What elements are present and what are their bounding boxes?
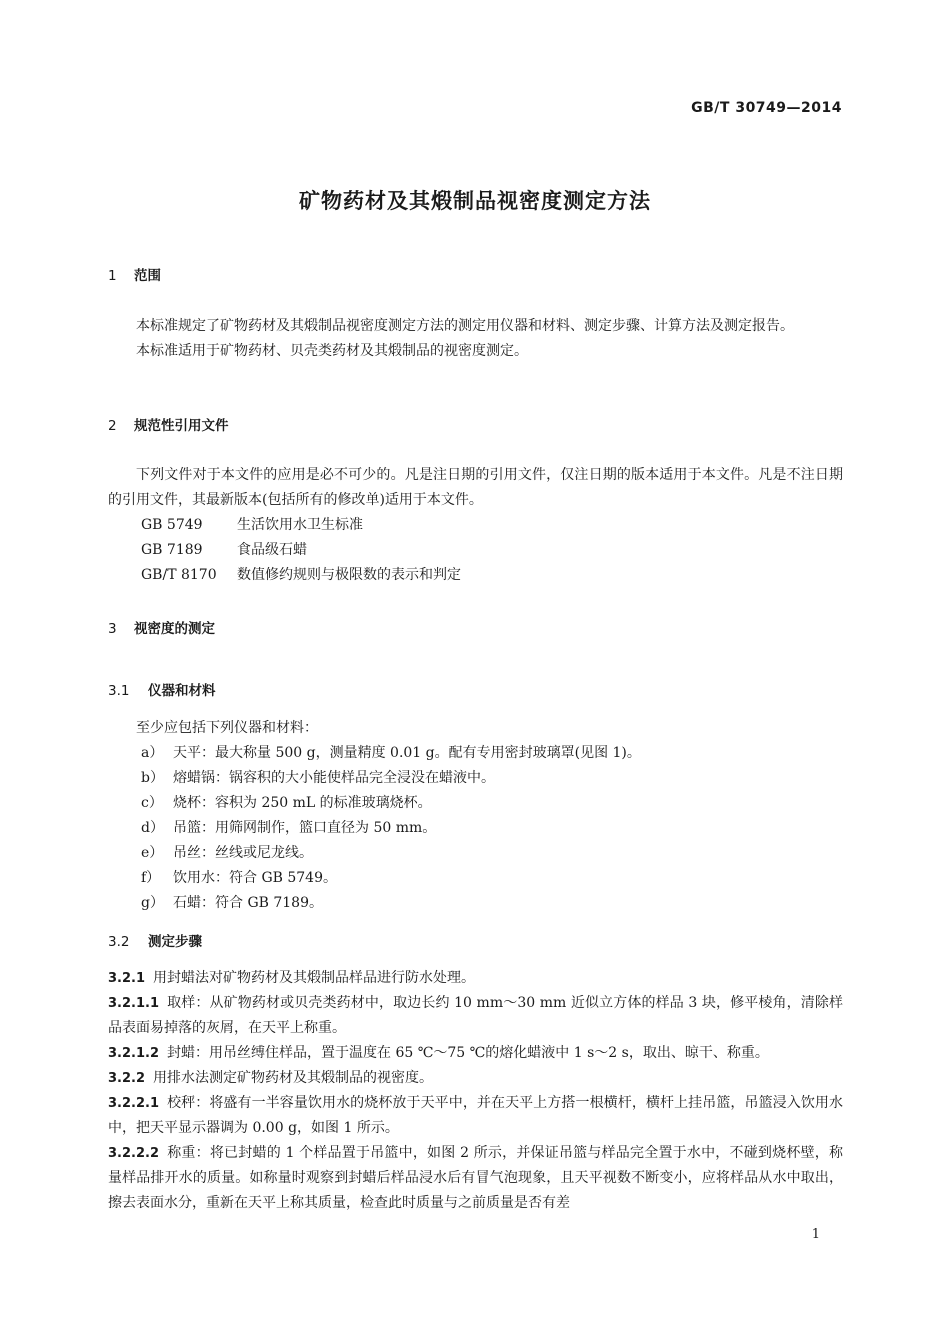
paragraph: 本标准适用于矿物药材、贝壳类药材及其煅制品的视密度测定。: [136, 343, 528, 359]
section-title: 仪器和材料: [148, 683, 216, 699]
clause-number: 3.2.2.1: [108, 1096, 159, 1111]
clause: [108, 966, 843, 991]
paragraph: 本标准规定了矿物药材及其煅制品视密度测定方法的测定用仪器和材料、测定步骤、计算方法及测定报告。: [136, 318, 794, 334]
list-item: [108, 841, 843, 866]
clause-number: 3.2.1: [108, 971, 146, 986]
list-label: c）: [141, 795, 163, 811]
list-item: [108, 791, 843, 816]
paragraph: 至少应包括下列仪器和材料：: [136, 720, 318, 736]
list-label: d）: [141, 820, 164, 836]
section-3-2-heading: [108, 930, 843, 955]
list-text: 天平：最大称量 500 g，测量精度 0.01 g。配有专用密封玻璃罩(见图 1)。: [173, 745, 641, 761]
list-label: e）: [141, 845, 164, 861]
standard-number: GB/T 30749—2014: [691, 100, 842, 116]
list-label: a）: [141, 745, 164, 761]
section-1-body: [108, 314, 843, 364]
clause: [108, 991, 843, 1041]
paragraph: 下列文件对于本文件的应用是必不可少的。凡是注日期的引用文件，仅注日期的版本适用于本文件。凡是不注日期的引用文件，其最新版本(包括所有的修改单)适用于本文件。: [108, 467, 843, 508]
clause-text: 取样：从矿物药材或贝壳类药材中，取边长约 10 mm～30 mm 近似立方体的样品 3 块，修平棱角，清除样品表面易掉落的灰屑，在天平上称重。: [108, 995, 843, 1036]
clause: [108, 1041, 843, 1066]
reference-title: 生活饮用水卫生标准: [237, 517, 363, 533]
clause-number: 3.2.1.2: [108, 1046, 159, 1061]
list-text: 烧杯：容积为 250 mL 的标准玻璃烧杯。: [173, 795, 432, 811]
section-number: 3.2: [108, 934, 130, 950]
clause-text: 封蜡：用吊丝缚住样品，置于温度在 65 ℃～75 ℃的熔化蜡液中 1 s～2 s，取出、晾干、称重。: [167, 1045, 769, 1061]
section-title: 规范性引用文件: [134, 418, 229, 434]
list-label: b）: [141, 770, 164, 786]
section-number: 1: [108, 268, 117, 284]
section-3-1-body: [108, 716, 843, 916]
reference-code: GB/T 8170: [141, 567, 217, 583]
list-item: [108, 766, 843, 791]
reference-item: [108, 538, 843, 563]
clause-text: 校秤：将盛有一半容量饮用水的烧杯放于天平中，并在天平上方搭一根横杆，横杆上挂吊篮，吊篮浸入饮用水中，把天平显示器调为 0.00 g，如图 1 所示。: [108, 1095, 843, 1136]
list-item: [108, 891, 843, 916]
clause-text: 称重：将已封蜡的 1 个样品置于吊篮中，如图 2 所示，并保证吊篮与样品完全置于水中，不碰到烧杯壁，称量样品排开水的质量。如称量时观察到封蜡后样品浸水后有冒气泡现象，且天平视数不断变小，应将样品从水中取出，擦去表面水分，重新在天平上称其质量，检查此时质量与之前质量是否有差: [108, 1145, 843, 1211]
section-number: 3.1: [108, 683, 130, 699]
clause-number: 3.2.2.2: [108, 1146, 159, 1161]
list-text: 吊篮：用筛网制作，篮口直径为 50 mm。: [173, 820, 437, 836]
list-text: 石蜡：符合 GB 7189。: [173, 895, 324, 911]
section-1-heading: [108, 264, 843, 289]
section-title: 范围: [134, 268, 161, 284]
section-2-heading: [108, 414, 843, 439]
list-item: [108, 741, 843, 766]
section-2-body: [108, 463, 843, 588]
reference-code: GB 5749: [141, 517, 203, 533]
clause-number: 3.2.1.1: [108, 996, 159, 1011]
reference-code: GB 7189: [141, 542, 203, 558]
document-title: 矿物药材及其煅制品视密度测定方法: [299, 189, 651, 213]
clause: [108, 1066, 843, 1091]
clause-number: 3.2.2: [108, 1071, 146, 1086]
list-text: 吊丝：丝线或尼龙线。: [173, 845, 313, 861]
reference-item: [108, 513, 843, 538]
page-number: 1: [811, 1227, 820, 1242]
list-label: g）: [141, 895, 164, 911]
reference-title: 数值修约规则与极限数的表示和判定: [237, 567, 461, 583]
clause-text: 用排水法测定矿物药材及其煅制品的视密度。: [153, 1070, 434, 1086]
section-title: 测定步骤: [148, 934, 202, 950]
section-title: 视密度的测定: [134, 621, 215, 637]
list-text: 熔蜡锅：锅容积的大小能使样品完全浸没在蜡液中。: [173, 770, 495, 786]
section-number: 2: [108, 418, 117, 434]
clause: [108, 1141, 843, 1216]
section-number: 3: [108, 621, 117, 637]
section-3-heading: [108, 617, 843, 642]
list-label: f）: [141, 870, 161, 886]
clause: [108, 1091, 843, 1141]
section-3-1-heading: [108, 679, 843, 704]
reference-title: 食品级石蜡: [237, 542, 307, 558]
clause-text: 用封蜡法对矿物药材及其煅制品样品进行防水处理。: [153, 970, 476, 986]
reference-item: [108, 563, 843, 588]
section-3-2-body: [108, 966, 843, 1216]
list-text: 饮用水：符合 GB 5749。: [173, 870, 338, 886]
list-item: [108, 866, 843, 891]
list-item: [108, 816, 843, 841]
